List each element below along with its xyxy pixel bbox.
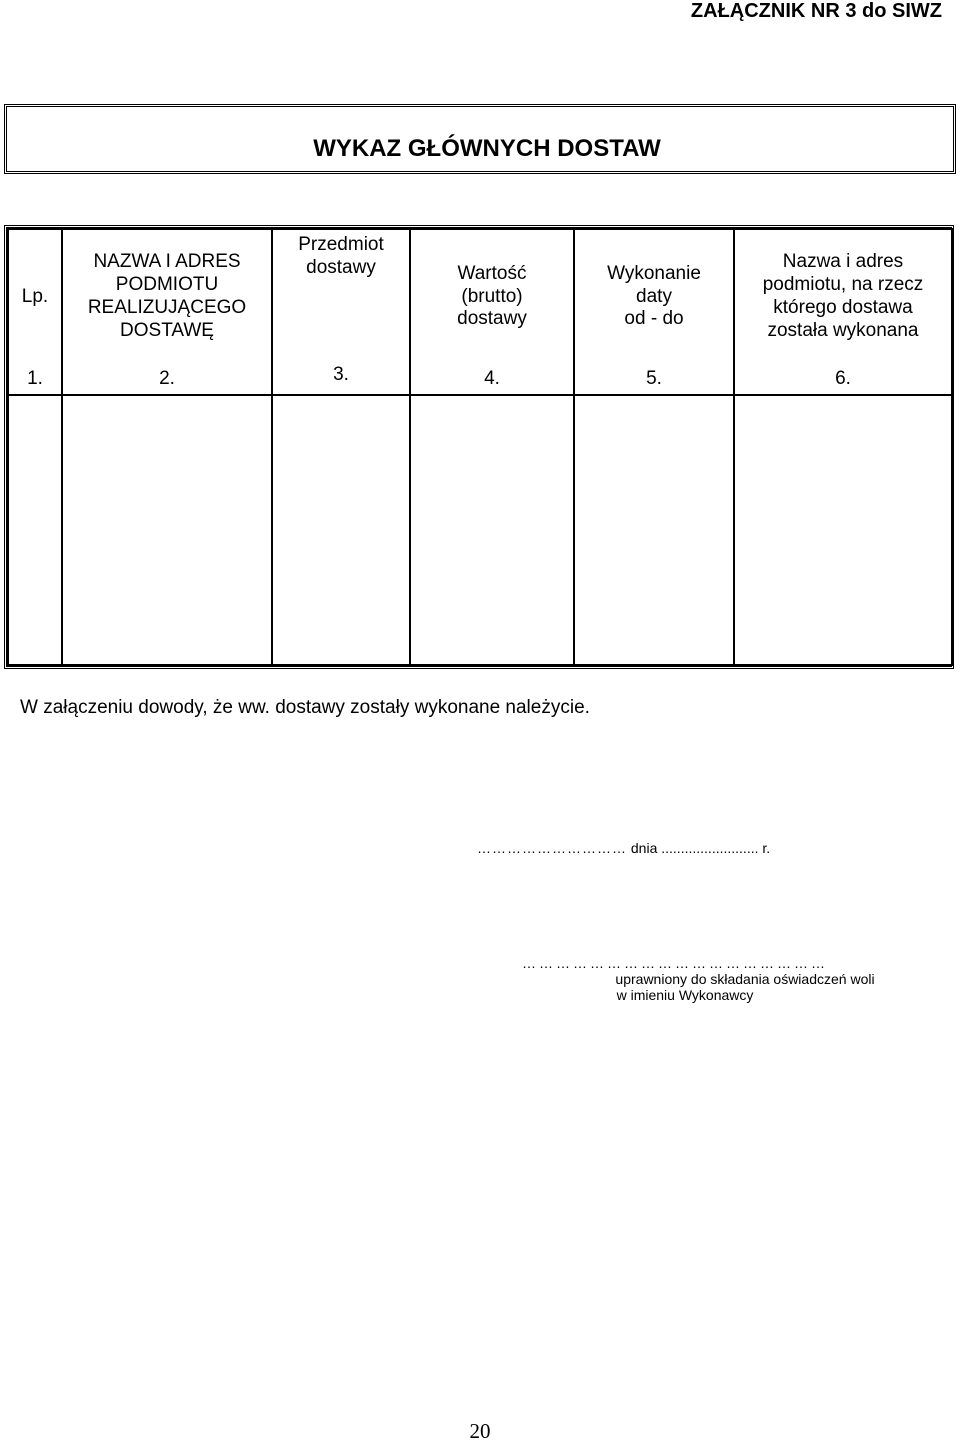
signature-caption-line1: uprawniony do składania oświadczeń woli: [615, 971, 875, 987]
deliveries-table: [4, 225, 954, 669]
entry-cell-value[interactable]: [410, 395, 574, 665]
table-header-row: [8, 229, 952, 364]
table-entry-row: [8, 395, 952, 665]
header-value: [410, 229, 574, 364]
header-recipient: [734, 229, 952, 364]
signature-block: [522, 955, 900, 1003]
header-line: REALIZUJĄCEGO: [87, 297, 247, 318]
annex-label: ZAŁĄCZNIK NR 3 do SIWZ: [690, 0, 942, 22]
column-number: 6.: [734, 364, 952, 395]
header-line: dostawy: [306, 256, 376, 278]
document-title: WYKAZ GŁÓWNYCH DOSTAW: [313, 135, 661, 162]
header-line: od - do: [624, 308, 684, 330]
signature-dots: ………………………………………………: [522, 955, 828, 971]
signature-caption-line2: w imieniu Wykonawcy: [616, 987, 754, 1003]
evidence-note: W załączeniu dowody, że ww. dostawy zostały wykonane należycie.: [20, 697, 590, 718]
entry-cell-lp[interactable]: [8, 395, 62, 665]
entry-cell-contractor[interactable]: [62, 395, 272, 665]
header-line: Przedmiot: [298, 234, 384, 255]
column-number: 1.: [8, 364, 62, 395]
entry-cell-subject[interactable]: [272, 395, 410, 665]
header-line: Wartość: [457, 262, 527, 284]
header-line: dostawy: [457, 308, 527, 330]
header-line: daty: [636, 285, 672, 307]
page-number: 20: [469, 1419, 491, 1443]
header-line: (brutto): [461, 285, 523, 307]
header-line: Lp.: [21, 285, 49, 307]
header-line: którego dostawa: [773, 297, 913, 318]
column-number: 4.: [410, 364, 574, 395]
header-line: została wykonana: [767, 319, 919, 341]
header-line: Wykonanie: [607, 262, 701, 284]
header-dates: [574, 229, 734, 364]
title-box: [4, 104, 956, 174]
entry-cell-recipient[interactable]: [734, 395, 952, 665]
header-line: DOSTAWĘ: [120, 319, 214, 341]
column-number: 3.: [272, 364, 410, 395]
place-dots: …………………………: [477, 840, 627, 856]
header-subject: [272, 229, 410, 364]
header-lp: [8, 229, 62, 364]
date-line: [477, 840, 770, 856]
header-contractor: [62, 229, 272, 364]
column-number-row: [8, 364, 952, 395]
header-line: podmiotu, na rzecz: [762, 274, 924, 296]
header-line: Nazwa i adres: [782, 251, 904, 273]
date-text: dnia ......................... r.: [627, 840, 771, 856]
column-number: 5.: [574, 364, 734, 395]
entry-cell-dates[interactable]: [574, 395, 734, 665]
header-line: NAZWA I ADRES: [93, 251, 241, 273]
header-line: PODMIOTU: [115, 274, 219, 296]
column-number: 2.: [62, 364, 272, 395]
